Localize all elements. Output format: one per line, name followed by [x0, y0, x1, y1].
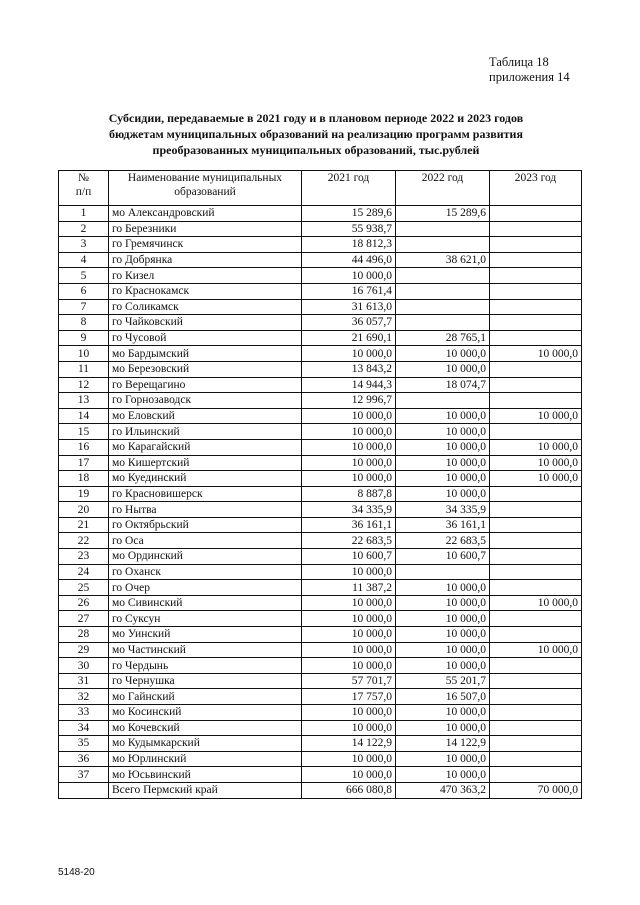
municipality-name: го Суксун: [109, 611, 302, 627]
municipality-name: го Березники: [109, 221, 302, 237]
value-2021: 36 161,1: [302, 517, 396, 533]
municipality-name: го Чернушка: [109, 673, 302, 689]
value-2022: [396, 283, 490, 299]
value-2023: [490, 658, 582, 674]
value-2021: 55 938,7: [302, 221, 396, 237]
value-2022: 10 000,0: [396, 658, 490, 674]
value-2022: 15 289,6: [396, 206, 490, 222]
municipality-name: мо Юсьвинский: [109, 767, 302, 783]
title-line-1: Субсидии, передаваемые в 2021 году и в плановом периоде 2022 и 2023 годов: [108, 111, 524, 125]
value-2023: [490, 283, 582, 299]
value-2023: 10 000,0: [490, 439, 582, 455]
value-2023: [490, 673, 582, 689]
value-2021: 22 683,5: [302, 533, 396, 549]
value-2021: 11 387,2: [302, 580, 396, 596]
municipality-name: го Гремячинск: [109, 237, 302, 253]
municipality-name: мо Кочевский: [109, 720, 302, 736]
header-number: № п/п: [59, 171, 109, 206]
table-row: [59, 751, 582, 767]
table-row: [59, 315, 582, 331]
municipality-name: го Краснокамск: [109, 283, 302, 299]
value-2022: 10 000,0: [396, 439, 490, 455]
value-2021: 10 000,0: [302, 424, 396, 440]
value-2022: 10 000,0: [396, 361, 490, 377]
value-2021: 13 843,2: [302, 361, 396, 377]
row-number: 4: [59, 252, 109, 268]
municipality-name: го Оханск: [109, 564, 302, 580]
value-2023: [490, 736, 582, 752]
value-2023: [490, 627, 582, 643]
table-row: [59, 206, 582, 222]
table-row: [59, 346, 582, 362]
value-2021: 10 000,0: [302, 595, 396, 611]
total-label: Всего Пермский край: [109, 782, 302, 798]
value-2021: 10 000,0: [302, 439, 396, 455]
value-2023: 10 000,0: [490, 595, 582, 611]
municipality-name: мо Березовский: [109, 361, 302, 377]
row-number: 2: [59, 221, 109, 237]
table-row: [59, 533, 582, 549]
table-row: [59, 252, 582, 268]
value-2023: [490, 720, 582, 736]
value-2023: 10 000,0: [490, 455, 582, 471]
value-2021: 16 761,4: [302, 283, 396, 299]
value-2023: [490, 564, 582, 580]
value-2022: [396, 221, 490, 237]
value-2023: [490, 315, 582, 331]
value-2023: [490, 580, 582, 596]
value-2023: [490, 751, 582, 767]
municipality-name: мо Карагайский: [109, 439, 302, 455]
value-2023: [490, 221, 582, 237]
value-2022: 10 000,0: [396, 705, 490, 721]
value-2023: [490, 549, 582, 565]
value-2023: [490, 377, 582, 393]
title-line-2: бюджетам муниципальных образований на реализацию программ развития: [109, 127, 523, 141]
table-row: [59, 221, 582, 237]
row-number: 7: [59, 299, 109, 315]
table-row: [59, 673, 582, 689]
value-2022: 16 507,0: [396, 689, 490, 705]
table-row: [59, 377, 582, 393]
value-2021: 15 289,6: [302, 206, 396, 222]
value-2021: 8 887,8: [302, 486, 396, 502]
row-number: 12: [59, 377, 109, 393]
row-number: 31: [59, 673, 109, 689]
value-2023: 10 000,0: [490, 471, 582, 487]
value-2021: 10 000,0: [302, 642, 396, 658]
value-2022: [396, 237, 490, 253]
municipality-name: го Верещагино: [109, 377, 302, 393]
value-2023: [490, 689, 582, 705]
municipality-name: го Горнозаводск: [109, 393, 302, 409]
municipality-name: го Чердынь: [109, 658, 302, 674]
table-row: [59, 517, 582, 533]
value-2023: 10 000,0: [490, 408, 582, 424]
value-2022: 34 335,9: [396, 502, 490, 518]
value-2023: [490, 252, 582, 268]
value-2023: [490, 767, 582, 783]
value-2021: 10 000,0: [302, 455, 396, 471]
value-2022: [396, 393, 490, 409]
total-2022: 470 363,2: [396, 782, 490, 798]
value-2021: 34 335,9: [302, 502, 396, 518]
table-body: [59, 206, 582, 783]
row-number: 10: [59, 346, 109, 362]
value-2022: 10 000,0: [396, 595, 490, 611]
value-2022: 10 000,0: [396, 611, 490, 627]
municipality-name: го Очер: [109, 580, 302, 596]
row-number: 24: [59, 564, 109, 580]
row-number: 37: [59, 767, 109, 783]
value-2021: 10 000,0: [302, 720, 396, 736]
value-2022: 36 161,1: [396, 517, 490, 533]
value-2022: 10 000,0: [396, 767, 490, 783]
value-2023: [490, 268, 582, 284]
table-row: [59, 689, 582, 705]
table-header-row: [59, 171, 582, 206]
table-row: [59, 393, 582, 409]
row-number: 36: [59, 751, 109, 767]
municipality-name: мо Кудымкарский: [109, 736, 302, 752]
row-number: 14: [59, 408, 109, 424]
table-row: [59, 283, 582, 299]
municipality-name: мо Ординский: [109, 549, 302, 565]
header-2023: 2023 год: [490, 171, 582, 206]
table-row: [59, 361, 582, 377]
total-row: [59, 782, 582, 798]
value-2021: 17 757,0: [302, 689, 396, 705]
table-row: [59, 658, 582, 674]
municipality-name: го Добрянка: [109, 252, 302, 268]
table-row: [59, 642, 582, 658]
row-number: 35: [59, 736, 109, 752]
value-2022: 10 000,0: [396, 424, 490, 440]
row-number: 9: [59, 330, 109, 346]
municipality-name: мо Частинский: [109, 642, 302, 658]
value-2021: 10 000,0: [302, 471, 396, 487]
value-2021: 10 000,0: [302, 268, 396, 284]
value-2021: 10 000,0: [302, 408, 396, 424]
value-2022: 10 000,0: [396, 627, 490, 643]
value-2021: 21 690,1: [302, 330, 396, 346]
municipality-name: мо Александровский: [109, 206, 302, 222]
value-2022: 10 000,0: [396, 580, 490, 596]
value-2022: 10 000,0: [396, 642, 490, 658]
row-number: 20: [59, 502, 109, 518]
table-row: [59, 455, 582, 471]
value-2022: 18 074,7: [396, 377, 490, 393]
municipality-name: го Ильинский: [109, 424, 302, 440]
row-number: 28: [59, 627, 109, 643]
value-2023: [490, 502, 582, 518]
total-2021: 666 080,8: [302, 782, 396, 798]
municipality-name: го Красновишерск: [109, 486, 302, 502]
value-2021: 12 996,7: [302, 393, 396, 409]
table-row: [59, 237, 582, 253]
row-number: 33: [59, 705, 109, 721]
value-2021: 44 496,0: [302, 252, 396, 268]
table-row: [59, 564, 582, 580]
table-row: [59, 268, 582, 284]
value-2022: 10 000,0: [396, 408, 490, 424]
municipality-name: мо Гайнский: [109, 689, 302, 705]
value-2021: 10 600,7: [302, 549, 396, 565]
row-number: 6: [59, 283, 109, 299]
value-2022: 10 000,0: [396, 751, 490, 767]
municipality-name: го Октябрьский: [109, 517, 302, 533]
table-reference: [489, 55, 570, 85]
row-number: 15: [59, 424, 109, 440]
value-2023: [490, 237, 582, 253]
value-2022: 10 000,0: [396, 346, 490, 362]
row-number: 21: [59, 517, 109, 533]
header-2021: 2021 год: [302, 171, 396, 206]
header-municipality: Наименование муниципальных образований: [109, 171, 302, 206]
municipality-name: мо Юрлинский: [109, 751, 302, 767]
value-2023: [490, 533, 582, 549]
subsidies-table: [58, 170, 582, 799]
value-2021: 14 944,3: [302, 377, 396, 393]
table-row: [59, 408, 582, 424]
row-number: 5: [59, 268, 109, 284]
row-number: 26: [59, 595, 109, 611]
value-2021: 10 000,0: [302, 658, 396, 674]
value-2023: [490, 611, 582, 627]
row-number: 3: [59, 237, 109, 253]
value-2022: 10 000,0: [396, 455, 490, 471]
row-number: 25: [59, 580, 109, 596]
table-row: [59, 720, 582, 736]
table-row: [59, 549, 582, 565]
value-2023: [490, 299, 582, 315]
value-2021: 10 000,0: [302, 564, 396, 580]
value-2022: 10 000,0: [396, 471, 490, 487]
municipality-name: го Чайковский: [109, 315, 302, 331]
value-2023: [490, 330, 582, 346]
value-2023: [490, 361, 582, 377]
value-2021: 36 057,7: [302, 315, 396, 331]
table-row: [59, 767, 582, 783]
row-number: 27: [59, 611, 109, 627]
municipality-name: мо Кишертский: [109, 455, 302, 471]
value-2021: 10 000,0: [302, 751, 396, 767]
value-2023: 10 000,0: [490, 346, 582, 362]
row-number: 32: [59, 689, 109, 705]
value-2022: 38 621,0: [396, 252, 490, 268]
value-2022: [396, 268, 490, 284]
table-row: [59, 486, 582, 502]
table-row: [59, 595, 582, 611]
value-2023: [490, 206, 582, 222]
value-2022: [396, 564, 490, 580]
title-line-3: преобразованных муниципальных образований, тыс.рублей: [152, 143, 480, 157]
municipality-name: мо Куединский: [109, 471, 302, 487]
table-row: [59, 627, 582, 643]
table-row: [59, 424, 582, 440]
municipality-name: го Чусовой: [109, 330, 302, 346]
document-title: [96, 110, 536, 158]
value-2021: 14 122,9: [302, 736, 396, 752]
table-label: Таблица 18: [489, 55, 549, 69]
value-2021: 10 000,0: [302, 767, 396, 783]
value-2022: [396, 315, 490, 331]
row-number: 19: [59, 486, 109, 502]
row-number: 23: [59, 549, 109, 565]
value-2021: 10 000,0: [302, 627, 396, 643]
value-2021: 10 000,0: [302, 346, 396, 362]
municipality-name: го Кизел: [109, 268, 302, 284]
value-2022: 10 000,0: [396, 720, 490, 736]
municipality-name: го Соликамск: [109, 299, 302, 315]
value-2022: 22 683,5: [396, 533, 490, 549]
row-number: 8: [59, 315, 109, 331]
total-2023: 70 000,0: [490, 782, 582, 798]
table-row: [59, 330, 582, 346]
table-row: [59, 502, 582, 518]
value-2021: 18 812,3: [302, 237, 396, 253]
row-number: 22: [59, 533, 109, 549]
value-2023: [490, 486, 582, 502]
appendix-label: приложения 14: [489, 70, 570, 84]
municipality-name: мо Бардымский: [109, 346, 302, 362]
value-2023: [490, 393, 582, 409]
value-2022: 14 122,9: [396, 736, 490, 752]
row-number: 1: [59, 206, 109, 222]
row-number: 17: [59, 455, 109, 471]
table-row: [59, 705, 582, 721]
municipality-name: го Оса: [109, 533, 302, 549]
value-2023: 10 000,0: [490, 642, 582, 658]
value-2023: [490, 517, 582, 533]
value-2023: [490, 424, 582, 440]
table-row: [59, 299, 582, 315]
municipality-name: мо Косинский: [109, 705, 302, 721]
value-2022: 10 000,0: [396, 486, 490, 502]
table-row: [59, 471, 582, 487]
value-2022: 55 201,7: [396, 673, 490, 689]
value-2021: 31 613,0: [302, 299, 396, 315]
row-number: 13: [59, 393, 109, 409]
row-number: 34: [59, 720, 109, 736]
municipality-name: мо Сивинский: [109, 595, 302, 611]
municipality-name: мо Уинский: [109, 627, 302, 643]
table-row: [59, 611, 582, 627]
total-number: [59, 782, 109, 798]
row-number: 30: [59, 658, 109, 674]
row-number: 11: [59, 361, 109, 377]
municipality-name: мо Еловский: [109, 408, 302, 424]
row-number: 29: [59, 642, 109, 658]
row-number: 16: [59, 439, 109, 455]
table-row: [59, 580, 582, 596]
table-row: [59, 736, 582, 752]
table-row: [59, 439, 582, 455]
document-code: 5148-20: [58, 867, 95, 878]
row-number: 18: [59, 471, 109, 487]
municipality-name: го Нытва: [109, 502, 302, 518]
value-2022: [396, 299, 490, 315]
value-2021: 10 000,0: [302, 611, 396, 627]
value-2021: 10 000,0: [302, 705, 396, 721]
header-2022: 2022 год: [396, 171, 490, 206]
value-2022: 10 600,7: [396, 549, 490, 565]
value-2023: [490, 705, 582, 721]
value-2021: 57 701,7: [302, 673, 396, 689]
value-2022: 28 765,1: [396, 330, 490, 346]
